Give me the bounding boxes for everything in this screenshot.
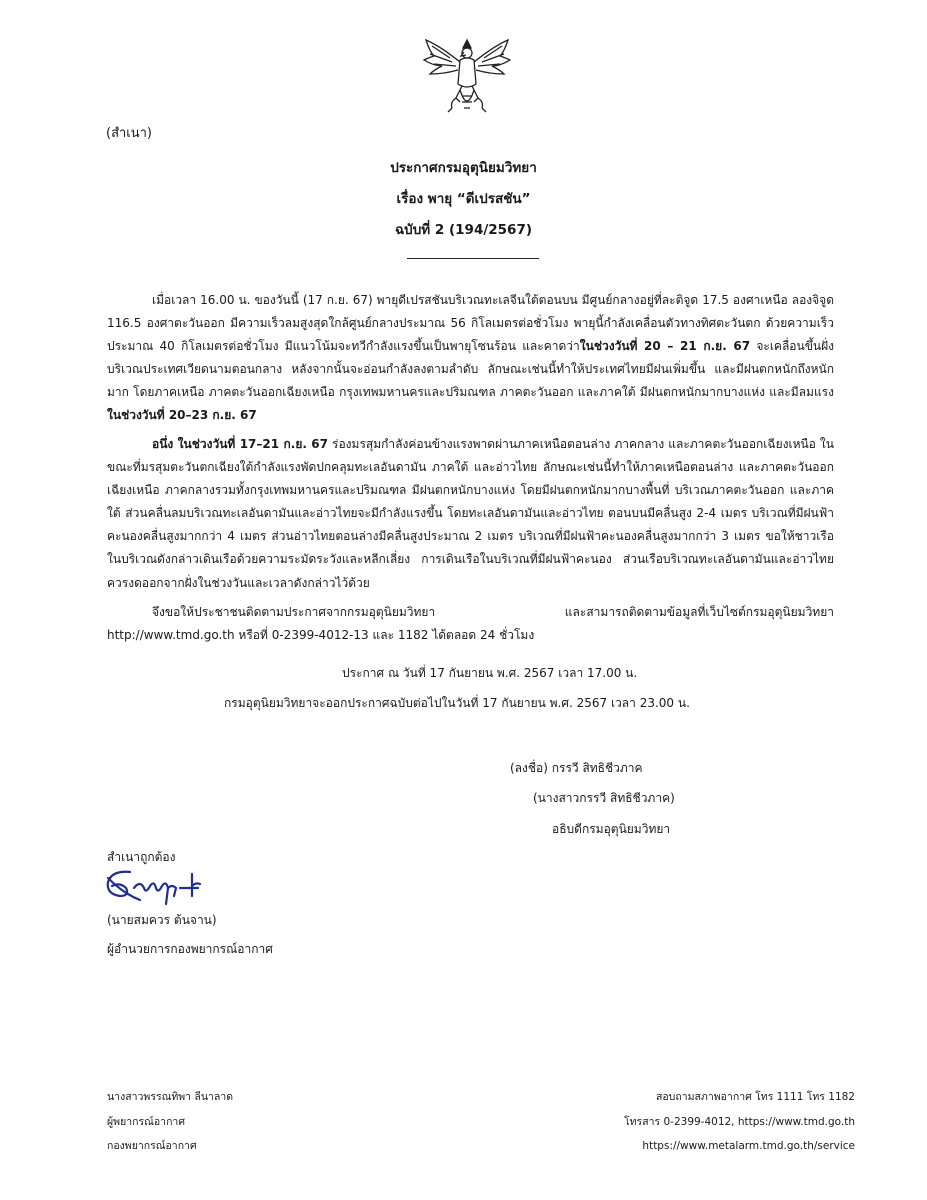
signer-position: อธิบดีกรมอุตุนิยมวิทยา xyxy=(552,822,671,836)
footer-phone: สอบถามสภาพอากาศ โทร 1111 โทร 1182 xyxy=(655,1091,855,1103)
certifier-position: ผู้อำนวยการกองพยากรณ์อากาศ xyxy=(107,942,273,956)
announced-datetime: ประกาศ ณ วันที่ 17 กันยายน พ.ศ. 2567 เวลา 17.00 น. xyxy=(342,666,638,680)
garuda-emblem xyxy=(420,36,514,116)
certifier-name: (นายสมควร ต้นจาน) xyxy=(107,913,217,927)
footer-forecaster-division: กองพยากรณ์อากาศ xyxy=(107,1140,197,1152)
handwritten-signature xyxy=(100,864,210,908)
signer-name: (นางสาวกรรวี สิทธิชีวภาค) xyxy=(533,791,675,805)
signed-by: (ลงชื่อ) กรรวี สิทธิชีวภาค xyxy=(510,761,643,775)
paragraph-2-text-a: ร่องมรสุมกำลังค่อนข้างแรงพาดผ่านภาคเหนือตอนล่าง ภาคกลาง และภาคตะวันออกเฉียงเหนือ ในขณะที่มรสุมตะวันตกเฉียงใต้กำลังแรงพัดปกคลุมทะเลอันดามัน ภาคใต้ และอ่าวไทย ลักษณะเช่นนี้ทำให้ภาคเหนือตอนล่าง และภาคตะวันออกเฉียงเหนือ ภาคกลางรวมทั้งกรุงเทพมหานครและปริมณฑล มีฝนตกหนักบางแห่ง โดยมีฝนตกหนักมากบางพื้นที่ บริเวณภาคตะวันออก และภาคใต้ ส่วนคลื่นลมบริเวณทะเลอันดามันและอ่าวไทยจะมีกำลังแรงขึ้น โดยทะเลอันดามันและอ่าวไทย ตอนบนมีคลื่นสูง 2-4 เมตร บริเวณที่มีฝนฟ้าคะนองคลื่นสูงมากกว่า 4 เมตร ส่วนอ่าวไทยตอนล่างมีคลื่นสูงประมาณ 2 เมตร บริเวณที่มีฝนฟ้าคะนองคลื่นสูงมากกว่า 3 เมตร ขอให้ชาวเรือในบริเวณดังกล่าวเดินเรือด้วยความระมัดระวังและหลีกเลี่ยง การเดินเรือในบริเวณที่มีฝนฟ้าคะนอง ส่วนเรือบริเวณทะเลอันดามันและอ่าวไทยควรงดออกจากฝั่งในช่วงวันและเวลาดังกล่าวไว้ด้วย xyxy=(107,437,834,590)
footer-forecaster-name: นางสาวพรรณทิพา ลีนาลาด xyxy=(107,1091,234,1103)
announcement-title xyxy=(0,153,927,246)
paragraph-storm-position xyxy=(107,289,834,428)
footer-fax-website: โทรสาร 0-2399-4012, https://www.tmd.go.th xyxy=(624,1115,855,1128)
footer-forecaster-title: ผู้พยากรณ์อากาศ xyxy=(107,1115,185,1128)
paragraph-1-text-a: เมื่อเวลา 16.00 น. ของวันนี้ (17 ก.ย. 67) พายุดีเปรสชันบริเวณทะเลจีนใต้ตอนบน มีศูนย์กลางอยู่ที่ละติจูด 17.5 องศาเหนือ ลองจิจูด 116.5 องศาตะวันออก มีความเร็วลมสูงสุดใกล้ศูนย์กลางประมาณ 56 กิโลเมตรต่อชั่วโมง พายุนี้กำลังเคลื่อนตัวทางทิศตะวันตก ด้วยความเร็วประมาณ 40 กิโลเมตรต่อชั่วโมง มีแนวโน้มจะทวีกำลังแรงขึ้นเป็นพายุโซนร้อน และคาดว่า xyxy=(107,293,834,354)
copy-mark: (สำเนา) xyxy=(106,126,153,141)
title-underline xyxy=(407,258,539,259)
footer-contact xyxy=(624,1085,855,1159)
next-issue-notice: กรมอุตุนิยมวิทยาจะออกประกาศฉบับต่อไปในวันที่ 17 กันยายน พ.ศ. 2567 เวลา 23.00 น. xyxy=(224,696,690,710)
paragraph-2-bold-a: อนึ่ง ในช่วงวันที่ 17–21 ก.ย. 67 xyxy=(152,437,328,451)
certified-copy-label: สำเนาถูกต้อง xyxy=(107,850,176,864)
title-line-subject: เรื่อง พายุ “ดีเปรสชัน” xyxy=(396,191,531,207)
footer-forecaster xyxy=(107,1085,233,1159)
title-line-agency: ประกาศกรมอุตุนิยมวิทยา xyxy=(390,160,537,176)
paragraph-follow-updates: จึงขอให้ประชาชนติดตามประกาศจากกรมอุตุนิยมวิทยา และสามารถติดตามข้อมูลที่เว็บไซต์กรมอุตุนิยมวิทยา http://www.tmd.go.th หรือที่ 0-2399-4012-13 และ 1182 ได้ตลอด 24 ชั่วโมง xyxy=(107,605,834,643)
paragraph-1-bold-a: ในช่วงวันที่ 20 – 21 ก.ย. 67 xyxy=(579,339,751,354)
paragraph-1-bold-b: ในช่วงวันที่ 20–23 ก.ย. 67 xyxy=(107,408,257,423)
footer-service-link: https://www.metalarm.tmd.go.th/service xyxy=(642,1140,855,1152)
paragraph-1-text-b: จะเคลื่อนขึ้นฝั่งบริเวณประเทศเวียดนามตอนกลาง หลังจากนั้นจะอ่อนกำลังลงตามลำดับ ลักษณะเช่นนี้ทำให้ประเทศไทยมีฝนเพิ่มขึ้น และมีฝนตกหนักถึงหนักมาก โดยภาคเหนือ ภาคตะวันออกเฉียงเหนือ กรุงเทพมหานครและปริมณฑล ภาคตะวันออก และภาคใต้ มีฝนตกหนักมากบางแห่ง และมีลมแรง xyxy=(107,339,835,400)
paragraph-monsoon-waves xyxy=(107,433,834,595)
title-line-issue: ฉบับที่ 2 (194/2567) xyxy=(394,222,533,238)
